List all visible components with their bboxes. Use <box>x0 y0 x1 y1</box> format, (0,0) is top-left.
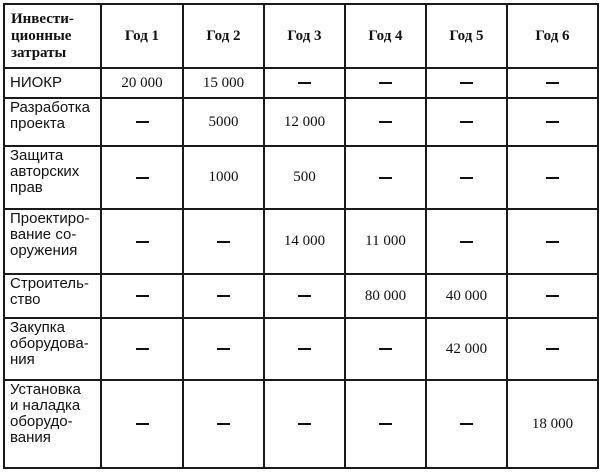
table-cell <box>264 274 345 318</box>
row-label-text: Строитель- ство <box>10 275 89 308</box>
table-cell <box>101 146 183 209</box>
empty-dash <box>136 241 149 243</box>
empty-dash <box>460 241 473 243</box>
cell-value: 500 <box>293 169 316 185</box>
row-label-text: Закупка оборудова- ния <box>10 319 89 368</box>
header-year-4: Год 4 <box>345 4 426 68</box>
empty-dash <box>136 348 149 350</box>
table-header-row <box>4 4 598 68</box>
cell-value: 14 000 <box>283 233 326 249</box>
header-year-6: Год 6 <box>507 4 598 68</box>
table-cell <box>426 146 507 209</box>
table-cell <box>183 146 264 209</box>
cell-value: 15 000 <box>202 74 245 91</box>
table-cell <box>426 318 507 380</box>
table-cell <box>507 68 598 98</box>
cell-value: 42 000 <box>445 340 488 357</box>
header-corner <box>4 4 101 68</box>
row-label <box>4 98 101 146</box>
table-cell <box>183 380 264 468</box>
table-cell <box>264 209 345 274</box>
cell-value: 18 000 <box>531 415 574 432</box>
header-year-2: Год 2 <box>183 4 264 68</box>
empty-dash <box>379 423 392 425</box>
empty-dash <box>379 121 392 123</box>
table-cell <box>426 274 507 318</box>
empty-dash <box>217 348 230 350</box>
table-cell <box>101 98 183 146</box>
table-cell <box>183 318 264 380</box>
table-row <box>4 209 598 274</box>
row-label <box>4 274 101 318</box>
empty-dash <box>546 82 559 84</box>
table-cell <box>507 380 598 468</box>
empty-dash <box>298 348 311 350</box>
empty-dash <box>546 241 559 243</box>
table-cell <box>426 68 507 98</box>
empty-dash <box>136 295 149 297</box>
empty-dash <box>460 423 473 425</box>
empty-dash <box>298 82 311 84</box>
table-row <box>4 68 598 98</box>
table-cell <box>183 98 264 146</box>
empty-dash <box>217 423 230 425</box>
table-cell <box>426 98 507 146</box>
row-label <box>4 318 101 380</box>
table-cell <box>345 274 426 318</box>
table-cell <box>507 209 598 274</box>
header-year-1: Год 1 <box>101 4 183 68</box>
table-cell <box>264 68 345 98</box>
table-cell <box>507 146 598 209</box>
table-cell <box>345 209 426 274</box>
table-cell <box>345 98 426 146</box>
table-cell <box>264 380 345 468</box>
empty-dash <box>546 348 559 350</box>
table-cell <box>101 274 183 318</box>
empty-dash <box>460 177 473 179</box>
row-label <box>4 146 101 209</box>
table-cell <box>101 380 183 468</box>
row-label-text: Защита авторских прав <box>10 147 80 196</box>
header-year-5: Год 5 <box>426 4 507 68</box>
table-cell <box>345 318 426 380</box>
empty-dash <box>298 295 311 297</box>
investment-costs-table <box>3 3 599 469</box>
row-label <box>4 209 101 274</box>
empty-dash <box>546 295 559 297</box>
table-cell <box>426 380 507 468</box>
table-cell <box>507 274 598 318</box>
cell-value: 11 000 <box>365 233 406 249</box>
cell-value: 1000 <box>208 169 239 185</box>
row-label-text: Разработка проекта <box>10 99 90 132</box>
header-corner-label: Инвести- ционные затраты <box>11 10 74 61</box>
cell-value: 40 000 <box>445 287 488 304</box>
empty-dash <box>136 177 149 179</box>
table-row <box>4 146 598 209</box>
empty-dash <box>298 423 311 425</box>
empty-dash <box>379 348 392 350</box>
cell-value: 12 000 <box>283 113 326 130</box>
table-cell <box>345 380 426 468</box>
row-label-text: НИОКР <box>10 73 63 91</box>
table-row <box>4 380 598 468</box>
row-label-text: Установка и наладка оборудо- вания <box>10 381 81 446</box>
empty-dash <box>217 241 230 243</box>
table-cell <box>345 146 426 209</box>
table-cell <box>264 98 345 146</box>
row-label-text: Проектиро- вание со- оружения <box>10 210 90 259</box>
table-cell <box>507 98 598 146</box>
empty-dash <box>136 423 149 425</box>
table-cell <box>507 318 598 380</box>
table-cell <box>183 274 264 318</box>
table-row <box>4 98 598 146</box>
table-cell <box>183 209 264 274</box>
table-cell <box>264 146 345 209</box>
empty-dash <box>379 82 392 84</box>
table-cell <box>426 209 507 274</box>
table-cell <box>101 318 183 380</box>
table-row <box>4 274 598 318</box>
table-cell <box>345 68 426 98</box>
empty-dash <box>136 121 149 123</box>
row-label <box>4 68 101 98</box>
table-cell <box>264 318 345 380</box>
row-label <box>4 380 101 468</box>
empty-dash <box>460 82 473 84</box>
empty-dash <box>546 177 559 179</box>
empty-dash <box>379 177 392 179</box>
cell-value: 5000 <box>208 113 239 130</box>
table-cell <box>183 68 264 98</box>
header-year-3: Год 3 <box>264 4 345 68</box>
table-row <box>4 318 598 380</box>
empty-dash <box>460 121 473 123</box>
table-cell <box>101 68 183 98</box>
cell-value: 80 000 <box>364 287 407 304</box>
cell-value: 20 000 <box>121 74 163 91</box>
empty-dash <box>546 121 559 123</box>
empty-dash <box>217 295 230 297</box>
table-cell <box>101 209 183 274</box>
